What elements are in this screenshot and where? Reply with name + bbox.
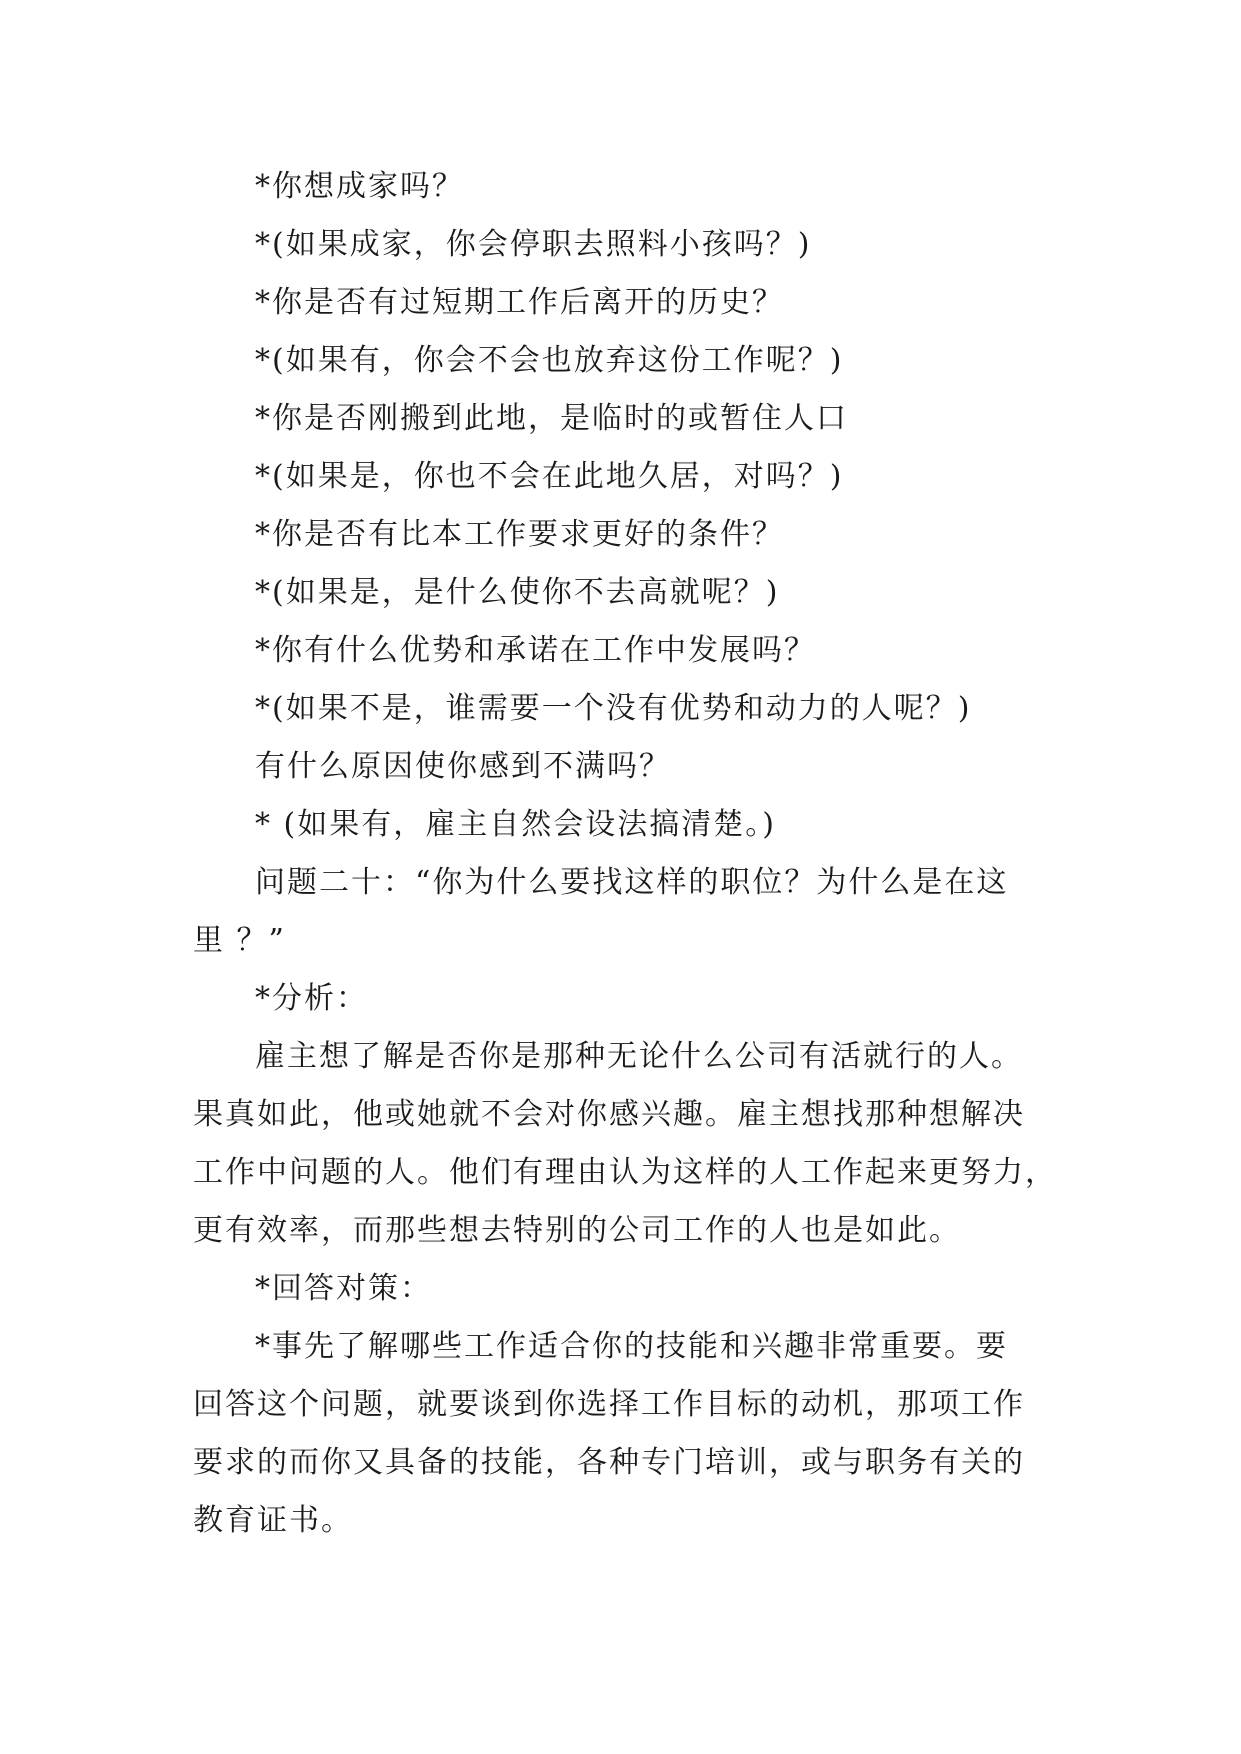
text-line: *(如果是，你也不会在此地久居，对吗？): [255, 459, 844, 494]
text-line: *你想成家吗？: [255, 169, 464, 204]
document-body: [193, 158, 1073, 1550]
text-line: *你有什么优势和承诺在工作中发展吗？: [255, 633, 816, 668]
paragraph-line: 回答这个问题，就要谈到你选择工作目标的动机，那项工作: [193, 1387, 1025, 1422]
paragraph-line: *事先了解哪些工作适合你的技能和兴趣非常重要。要: [255, 1329, 1008, 1364]
paragraph-line: 要求的而你又具备的技能，各种专门培训，或与职务有关的: [193, 1445, 1025, 1480]
text-line: 有什么原因使你感到不满吗？: [255, 749, 671, 784]
paragraph-line: 工作中问题的人。他们有理由认为这样的人工作起来更努力，: [193, 1155, 1057, 1190]
paragraph-line: 更有效率，而那些想去特别的公司工作的人也是如此。: [193, 1213, 961, 1248]
question-heading: 问题二十：“你为什么要找这样的职位？为什么是在这: [255, 865, 1009, 900]
text-line: *(如果不是，谁需要一个没有优势和动力的人呢？): [255, 691, 972, 726]
text-line: *你是否有比本工作要求更好的条件？: [255, 517, 784, 552]
paragraph-line: 果真如此，他或她就不会对你感兴趣。雇主想找那种想解决: [193, 1097, 1025, 1132]
question-heading-continued: 里 ？”: [193, 923, 286, 958]
paragraph-line: 教育证书。: [193, 1503, 353, 1538]
section-label-analysis: *分析：: [255, 981, 368, 1016]
section-label-strategy: *回答对策：: [255, 1271, 432, 1306]
text-line: *(如果成家，你会停职去照料小孩吗？): [255, 227, 812, 262]
text-line: *你是否刚搬到此地，是临时的或暂住人口: [255, 401, 848, 436]
paragraph-line: 雇主想了解是否你是那种无论什么公司有活就行的人。: [255, 1039, 1023, 1074]
text-line: *(如果是，是什么使你不去高就呢？): [255, 575, 780, 610]
text-line: *(如果有，你会不会也放弃这份工作呢？): [255, 343, 844, 378]
text-line: *你是否有过短期工作后离开的历史？: [255, 285, 784, 320]
text-line: * (如果有，雇主自然会设法搞清楚。): [255, 807, 776, 842]
